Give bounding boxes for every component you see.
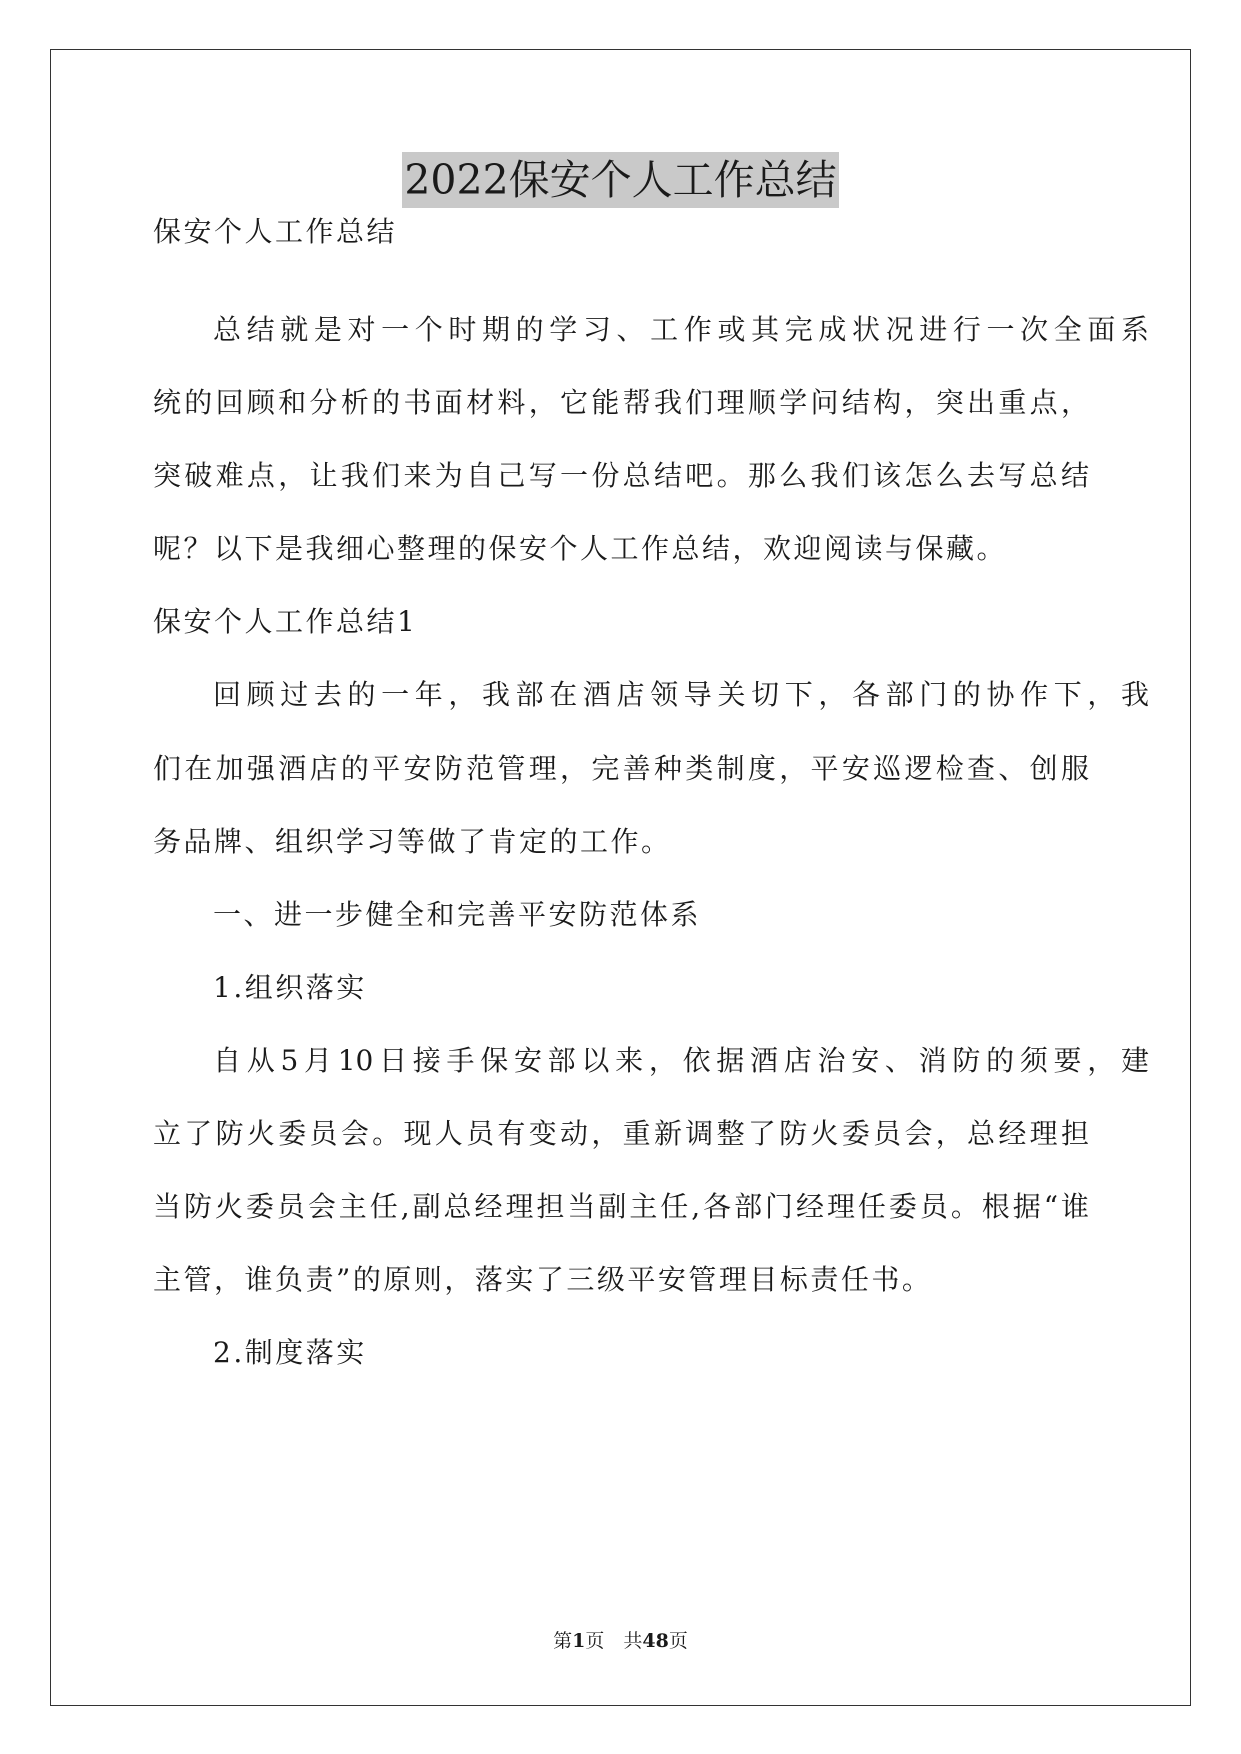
paragraph-line: 回顾过去的一年，我部在酒店领导关切下，各部门的协作下，我 — [213, 678, 1149, 711]
page-suffix: 页 — [668, 1630, 688, 1652]
paragraph-line: 自从5月10日接手保安部以来，依据酒店治安、消防的须要，建 — [213, 1044, 1149, 1077]
page-prefix: 第 — [553, 1630, 573, 1652]
item-heading: 2.制度落实 — [213, 1336, 367, 1369]
item-heading: 1.组织落实 — [213, 971, 367, 1004]
page-border — [50, 49, 1191, 1706]
paragraph-line: 立了防火委员会。现人员有变动，重新调整了防火委员会，总经理担 — [153, 1117, 1089, 1150]
current-page-number: 1 — [572, 1630, 586, 1652]
section-heading: 保安个人工作总结1 — [153, 605, 418, 638]
paragraph-line: 们在加强酒店的平安防范管理，完善种类制度，平安巡逻检查、创服 — [153, 752, 1089, 785]
subtitle-line: 保安个人工作总结 — [153, 215, 398, 248]
paragraph-line: 突破难点，让我们来为自己写一份总结吧。那么我们该怎么去写总结 — [153, 459, 1089, 492]
paragraph-line: 总结就是对一个时期的学习、工作或其完成状况进行一次全面系 — [213, 313, 1149, 346]
paragraph-line: 当防火委员会主任,副总经理担当副主任,各部门经理任委员。根据“谁 — [153, 1190, 1089, 1223]
title-container — [0, 152, 1241, 208]
page-footer — [0, 1628, 1241, 1654]
paragraph-line: 统的回顾和分析的书面材料，它能帮我们理顺学问结构，突出重点， — [153, 386, 1089, 419]
paragraph-line: 务品牌、组织学习等做了肯定的工作。 — [153, 825, 672, 858]
paragraph-line: 呢？以下是我细心整理的保安个人工作总结，欢迎阅读与保藏。 — [153, 532, 1008, 565]
subsection-heading: 一、进一步健全和完善平安防范体系 — [213, 898, 702, 931]
document-title: 2022保安个人工作总结 — [402, 152, 838, 208]
page-separator: 页 共 — [585, 1630, 643, 1652]
total-page-count: 48 — [642, 1630, 669, 1652]
paragraph-line: 主管，谁负责”的原则，落实了三级平安管理目标责任书。 — [153, 1263, 933, 1296]
